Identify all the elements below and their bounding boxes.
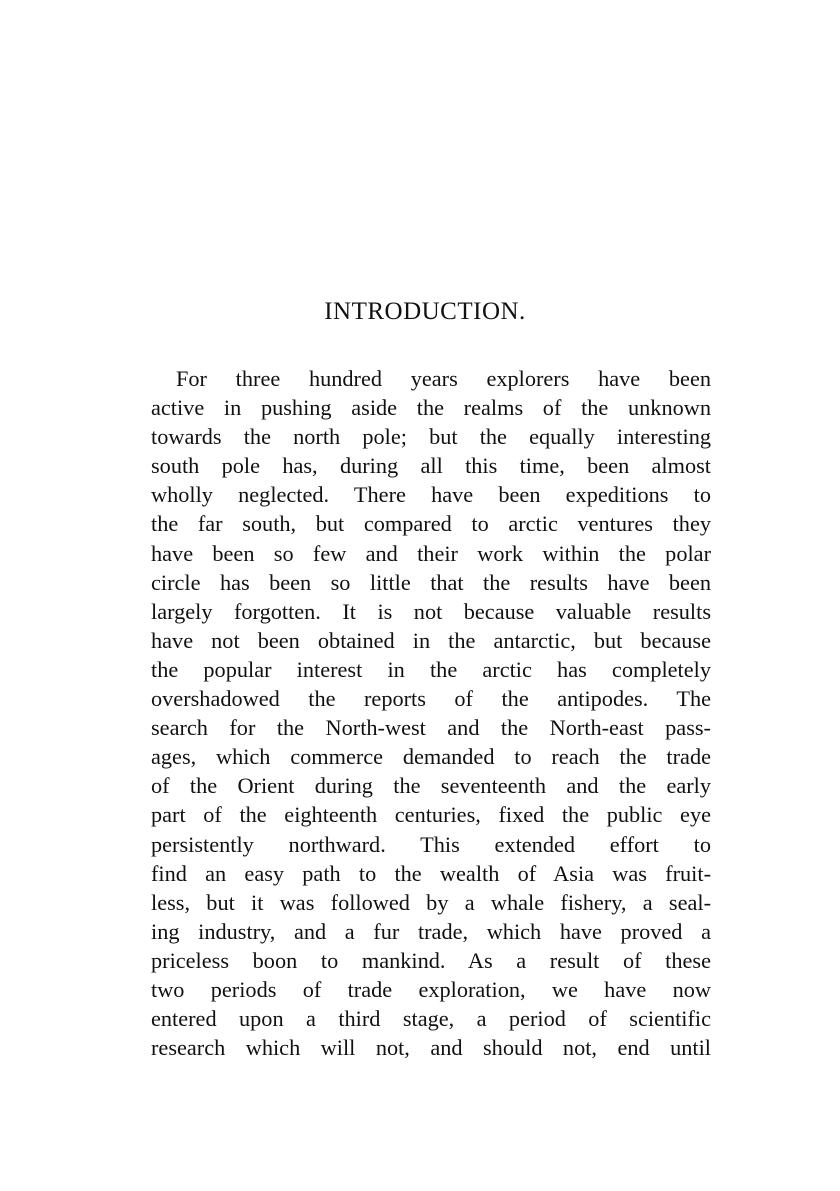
text-line: ages, which commerce demanded to reach the trade — [151, 744, 711, 770]
text-line: have been so few and their work within the polar — [151, 540, 711, 566]
text-line: the popular interest in the arctic has completely — [151, 656, 711, 682]
text-line: entered upon a third stage, a period of scientific — [151, 1006, 711, 1032]
text-line: south pole has, during all this time, been almost — [151, 453, 711, 479]
page-title: INTRODUCTION. — [324, 298, 526, 325]
text-line: persistently northward. This extended effort to — [151, 831, 711, 857]
text-line: research which will not, and should not, end until — [151, 1035, 711, 1061]
text-line: For three hundred years explorers have been — [176, 366, 711, 391]
text-line: largely forgotten. It is not because valuable results — [151, 598, 711, 624]
text-line: ing industry, and a fur trade, which have proved a — [151, 918, 711, 944]
text-line: overshadowed the reports of the antipodes. The — [151, 686, 711, 712]
text-line: priceless boon to mankind. As a result of these — [151, 947, 711, 973]
text-line: search for the North-west and the North-east pass- — [151, 715, 711, 741]
text-line: two periods of trade exploration, we have now — [151, 976, 711, 1002]
body-paragraph — [151, 364, 711, 1062]
text-line: active in pushing aside the realms of the unknown — [151, 395, 711, 421]
text-line: the far south, but compared to arctic ventures they — [151, 511, 711, 537]
text-line: wholly neglected. There have been expeditions to — [151, 482, 711, 508]
text-line: less, but it was followed by a whale fishery, a seal- — [151, 889, 711, 915]
text-line: part of the eighteenth centuries, fixed the public eye — [151, 802, 711, 828]
text-line: have not been obtained in the antarctic, but because — [151, 627, 711, 653]
text-line: of the Orient during the seventeenth and the early — [151, 773, 711, 799]
text-line: towards the north pole; but the equally interesting — [151, 424, 711, 450]
text-line: find an easy path to the wealth of Asia was fruit- — [151, 860, 711, 886]
text-line: circle has been so little that the results have been — [151, 569, 711, 595]
